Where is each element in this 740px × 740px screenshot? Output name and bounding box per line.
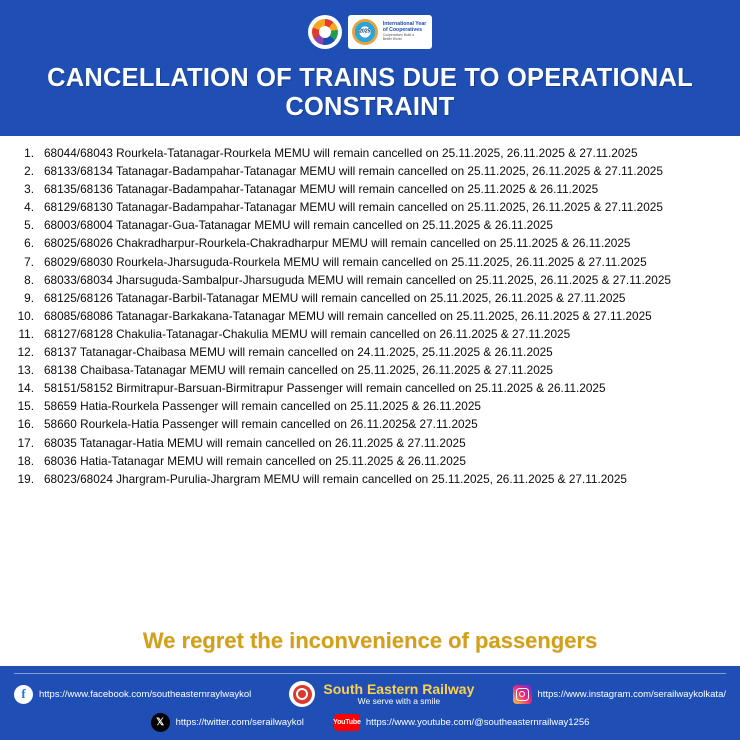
notice-number: 10. (17, 308, 34, 323)
notice-number: 18. (17, 453, 34, 468)
brand-block (289, 681, 474, 707)
notice-row (14, 146, 726, 161)
notice-row (14, 273, 726, 288)
footer-divider (14, 673, 726, 674)
footer-row-primary (14, 681, 726, 707)
notice-text: 58660 Rourkela-Hatia Passenger will remain cancelled on 26.11.2025& 27.11.2025 (44, 417, 478, 432)
notice-number: 9. (24, 290, 34, 305)
facebook-icon[interactable]: f (14, 685, 33, 704)
notice-row (14, 309, 726, 324)
notice-text: 68133/68134 Tatanagar-Badampahar-Tatanagar MEMU will remain cancelled on 25.11.2025, 26.11.2025 & 27.11.2025 (44, 164, 663, 179)
notice-number: 6. (24, 236, 34, 251)
notice-text: 58659 Hatia-Rourkela Passenger will remain cancelled on 25.11.2025 & 26.11.2025 (44, 399, 481, 414)
footer (0, 666, 740, 740)
notice-text: 68044/68043 Rourkela-Tatanagar-Rourkela MEMU will remain cancelled on 25.11.2025, 26.11.2025 & 27.11.2025 (44, 146, 638, 160)
youtube-item[interactable] (334, 714, 590, 731)
facebook-link[interactable]: https://www.facebook.com/southeasternraylwaykol (39, 688, 252, 700)
notice-text: 68138 Chaibasa-Tatanagar MEMU will remain cancelled on 25.11.2025, 26.11.2025 & 27.11.2025 (44, 363, 553, 378)
notice-row (14, 381, 726, 396)
regret-message: We regret the inconvenience of passengers (142, 628, 598, 653)
notice-row (14, 255, 726, 270)
notice-row (14, 236, 726, 251)
notice-number: 11. (18, 326, 34, 341)
notice-row (14, 218, 726, 233)
notice-text: 68029/68030 Rourkela-Jharsuguda-Rourkela MEMU will remain cancelled on 25.11.2025, 26.11.2025 & 27.11.2025 (44, 254, 647, 269)
notice-row (14, 327, 726, 342)
notice-number: 3. (24, 182, 34, 197)
coop-line1: International Year (382, 21, 427, 28)
notice-row (14, 345, 726, 360)
notice-number: 15. (17, 399, 34, 414)
page-title: CANCELLATION OF TRAINS DUE TO OPERATIONAL CONSTRAINT (47, 64, 693, 121)
footer-row-secondary (14, 713, 726, 732)
notice-number: 13. (17, 363, 34, 378)
notice-text: 68127/68128 Chakulia-Tatanagar-Chakulia MEMU will remain cancelled on 26.11.2025 & 27.11.2025 (44, 326, 571, 341)
notice-number: 19. (17, 471, 34, 486)
youtube-link[interactable]: https://www.youtube.com/@southeasternrailway1256 (365, 717, 590, 728)
notice-number: 16. (17, 417, 34, 432)
twitter-link[interactable]: https://twitter.com/serailwaykol (175, 717, 304, 728)
twitter-x-icon[interactable]: 𝕏 (151, 713, 170, 732)
notice-number: 8. (24, 272, 34, 287)
notice-number: 12. (17, 345, 34, 360)
notice-row (14, 363, 726, 378)
twitter-item[interactable] (151, 713, 304, 732)
notice-text: 68085/68086 Tatanagar-Barkakana-Tatanagar MEMU will remain cancelled on 25.11.2025, 26.11.2025 & 27.11.2025 (44, 308, 652, 323)
notice-number: 1. (24, 146, 34, 160)
iyc-2025-badge (348, 15, 432, 49)
notice-text: 58151/58152 Birmitrapur-Barsuan-Birmitrapur Passenger will remain cancelled on 25.11.2025 & 26.11.2025 (44, 381, 606, 396)
notice-text: 68137 Tatanagar-Chaibasa MEMU will remain cancelled on 24.11.2025, 25.11.2025 & 26.11.2025 (44, 345, 553, 360)
coop-line4: Better World (382, 36, 402, 41)
cooperatives-icon (352, 19, 378, 45)
notice-text: 68125/68126 Tatanagar-Barbil-Tatanagar MEMU will remain cancelled on 25.11.2025, 26.11.2025 & 27.11.2025 (44, 290, 626, 305)
notice-text: 68025/68026 Chakradharpur-Rourkela-Chakradharpur MEMU will remain cancelled on 25.11.2025 & 26.11.2025 (44, 236, 631, 251)
notice-text: 68129/68130 Tatanagar-Badampahar-Tatanagar MEMU will remain cancelled on 25.11.2025, 26.11.2025 & 27.11.2025 (44, 200, 663, 215)
notice-row (14, 200, 726, 215)
notice-row (14, 291, 726, 306)
notice-text: 68135/68136 Tatanagar-Badampahar-Tatanagar MEMU will remain cancelled on 25.11.2025 & 26.11.2025 (44, 182, 599, 197)
coop-line3: Cooperatives Build a (382, 33, 415, 38)
notice-row (14, 399, 726, 414)
brand-name: South Eastern Railway (323, 680, 475, 697)
logo-bar (0, 0, 740, 56)
notice-list (14, 146, 726, 622)
notice-number: 2. (24, 164, 34, 179)
coop-year: 2025 (359, 28, 371, 35)
notice-number: 17. (17, 435, 34, 450)
notice-row (14, 472, 726, 487)
instagram-link[interactable]: https://www.instagram.com/serailwaykolkata/ (537, 688, 726, 700)
notice-number: 7. (24, 254, 34, 269)
brand-tagline: We serve with a smile (357, 696, 441, 707)
coop-line2: of Cooperatives (382, 26, 422, 33)
notice-row (14, 436, 726, 451)
notice-number: 4. (24, 200, 34, 215)
indian-railways-logo-icon (308, 15, 342, 49)
instagram-icon[interactable] (513, 685, 532, 704)
notice-row (14, 417, 726, 432)
instagram-item[interactable] (513, 685, 726, 704)
notice-number: 5. (24, 218, 34, 233)
facebook-item[interactable] (14, 685, 251, 704)
notice-row (14, 182, 726, 197)
notice-text: 68023/68024 Jhargram-Purulia-Jhargram MEMU will remain cancelled on 25.11.2025, 26.11.2025 & 27.11.2025 (44, 471, 627, 486)
notice-text: 68035 Tatanagar-Hatia MEMU will remain cancelled on 26.11.2025 & 27.11.2025 (44, 435, 466, 450)
notice-row (14, 164, 726, 179)
notice-text: 68036 Hatia-Tatanagar MEMU will remain cancelled on 25.11.2025 & 26.11.2025 (44, 453, 466, 468)
south-eastern-railway-logo-icon (289, 681, 315, 707)
notice-body (0, 136, 740, 666)
notice-number: 14. (17, 381, 34, 396)
notice-text: 68003/68004 Tatanagar-Gua-Tatanagar MEMU will remain cancelled on 25.11.2025 & 26.11.2025 (44, 218, 553, 233)
notice-row (14, 454, 726, 469)
notice-text: 68033/68034 Jharsuguda-Sambalpur-Jharsuguda MEMU will remain cancelled on 25.11.2025, 26.11.2025 & 27.11.2025 (44, 272, 671, 287)
youtube-icon[interactable]: YouTube (334, 714, 360, 731)
